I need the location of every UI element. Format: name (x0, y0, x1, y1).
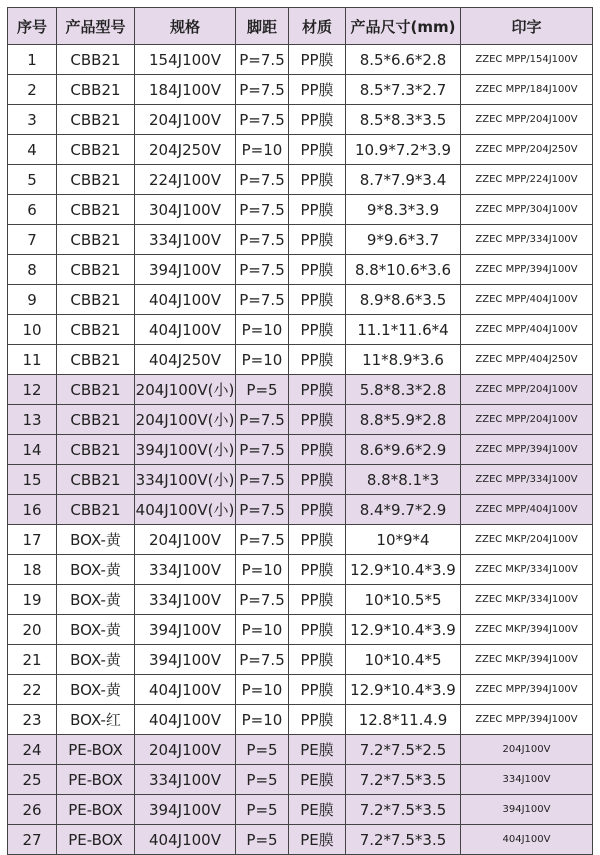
cell-size: 12.9*10.4*3.9 (346, 555, 461, 585)
cell-spec: 304J100V (135, 195, 236, 225)
table-row (8, 765, 593, 795)
cell-material: PP膜 (289, 465, 346, 495)
cell-pitch: P=10 (236, 705, 289, 735)
cell-no: 1 (8, 45, 57, 75)
cell-print: ZZEC MPP/334J100V (461, 465, 593, 495)
cell-spec: 204J100V (135, 735, 236, 765)
cell-spec: 404J100V (135, 285, 236, 315)
table-row (8, 735, 593, 765)
cell-pitch: P=7.5 (236, 285, 289, 315)
cell-model: CBB21 (57, 315, 135, 345)
cell-pitch: P=7.5 (236, 165, 289, 195)
cell-size: 8.6*9.6*2.9 (346, 435, 461, 465)
cell-print: ZZEC MKP/334J100V (461, 555, 593, 585)
cell-material: PP膜 (289, 405, 346, 435)
cell-pitch: P=10 (236, 345, 289, 375)
cell-spec: 334J100V (135, 225, 236, 255)
table-row (8, 375, 593, 405)
cell-no: 14 (8, 435, 57, 465)
cell-size: 10*9*4 (346, 525, 461, 555)
cell-model: PE-BOX (57, 735, 135, 765)
cell-material: PP膜 (289, 615, 346, 645)
cell-no: 23 (8, 705, 57, 735)
table-row (8, 825, 593, 855)
cell-spec: 404J100V (135, 705, 236, 735)
cell-spec: 394J100V (135, 615, 236, 645)
cell-pitch: P=7.5 (236, 525, 289, 555)
cell-size: 12.9*10.4*3.9 (346, 615, 461, 645)
cell-spec: 184J100V (135, 75, 236, 105)
cell-no: 20 (8, 615, 57, 645)
table-row (8, 45, 593, 75)
cell-material: PE膜 (289, 825, 346, 855)
cell-size: 8.8*5.9*2.8 (346, 405, 461, 435)
cell-model: BOX-黄 (57, 645, 135, 675)
cell-material: PE膜 (289, 735, 346, 765)
cell-material: PP膜 (289, 255, 346, 285)
cell-print: ZZEC MPP/394J100V (461, 705, 593, 735)
header-cell-model: 产品型号 (57, 8, 135, 45)
cell-pitch: P=7.5 (236, 225, 289, 255)
cell-size: 7.2*7.5*3.5 (346, 765, 461, 795)
cell-print: 204J100V (461, 735, 593, 765)
spec-table-wrapper (7, 7, 593, 855)
table-row (8, 705, 593, 735)
cell-size: 8.8*10.6*3.6 (346, 255, 461, 285)
cell-model: CBB21 (57, 435, 135, 465)
cell-print: ZZEC MPP/224J100V (461, 165, 593, 195)
cell-material: PP膜 (289, 555, 346, 585)
cell-pitch: P=7.5 (236, 465, 289, 495)
cell-pitch: P=7.5 (236, 585, 289, 615)
table-row (8, 315, 593, 345)
cell-material: PP膜 (289, 585, 346, 615)
cell-print: ZZEC MPP/204J100V (461, 375, 593, 405)
cell-model: BOX-黄 (57, 525, 135, 555)
cell-no: 8 (8, 255, 57, 285)
cell-model: BOX-红 (57, 705, 135, 735)
cell-material: PP膜 (289, 45, 346, 75)
cell-material: PP膜 (289, 105, 346, 135)
cell-print: ZZEC MPP/304J100V (461, 195, 593, 225)
table-row (8, 135, 593, 165)
cell-model: CBB21 (57, 195, 135, 225)
cell-size: 5.8*8.3*2.8 (346, 375, 461, 405)
header-cell-no: 序号 (8, 8, 57, 45)
cell-size: 11.1*11.6*4 (346, 315, 461, 345)
table-row (8, 435, 593, 465)
cell-no: 16 (8, 495, 57, 525)
table-row (8, 525, 593, 555)
cell-size: 8.5*7.3*2.7 (346, 75, 461, 105)
cell-material: PE膜 (289, 765, 346, 795)
header-cell-print: 印字 (461, 8, 593, 45)
capacitor-spec-table (7, 7, 593, 855)
cell-no: 25 (8, 765, 57, 795)
cell-spec: 204J250V (135, 135, 236, 165)
cell-spec: 394J100V (135, 255, 236, 285)
cell-print: ZZEC MPP/404J100V (461, 285, 593, 315)
cell-no: 9 (8, 285, 57, 315)
cell-no: 19 (8, 585, 57, 615)
header-row (8, 8, 593, 45)
cell-model: CBB21 (57, 105, 135, 135)
table-row (8, 495, 593, 525)
cell-size: 8.8*8.1*3 (346, 465, 461, 495)
cell-size: 10*10.4*5 (346, 645, 461, 675)
cell-spec: 404J100V (135, 315, 236, 345)
cell-pitch: P=7.5 (236, 195, 289, 225)
table-row (8, 465, 593, 495)
cell-spec: 404J100V(小) (135, 495, 236, 525)
table-row (8, 165, 593, 195)
cell-spec: 154J100V (135, 45, 236, 75)
cell-pitch: P=7.5 (236, 45, 289, 75)
cell-material: PP膜 (289, 495, 346, 525)
cell-size: 7.2*7.5*2.5 (346, 735, 461, 765)
cell-material: PP膜 (289, 315, 346, 345)
cell-material: PE膜 (289, 795, 346, 825)
cell-spec: 394J100V(小) (135, 435, 236, 465)
cell-material: PP膜 (289, 675, 346, 705)
cell-print: ZZEC MPP/404J250V (461, 345, 593, 375)
cell-no: 5 (8, 165, 57, 195)
cell-pitch: P=10 (236, 315, 289, 345)
cell-pitch: P=5 (236, 765, 289, 795)
cell-spec: 404J100V (135, 825, 236, 855)
cell-pitch: P=5 (236, 825, 289, 855)
header-cell-material: 材质 (289, 8, 346, 45)
cell-print: ZZEC MKP/204J100V (461, 525, 593, 555)
table-body (8, 45, 593, 855)
cell-pitch: P=7.5 (236, 405, 289, 435)
cell-material: PP膜 (289, 525, 346, 555)
table-row (8, 615, 593, 645)
cell-material: PP膜 (289, 375, 346, 405)
cell-no: 13 (8, 405, 57, 435)
cell-pitch: P=10 (236, 135, 289, 165)
cell-print: 334J100V (461, 765, 593, 795)
table-row (8, 105, 593, 135)
cell-no: 7 (8, 225, 57, 255)
cell-spec: 404J250V (135, 345, 236, 375)
cell-no: 15 (8, 465, 57, 495)
cell-print: ZZEC MKP/334J100V (461, 585, 593, 615)
cell-print: ZZEC MKP/394J100V (461, 645, 593, 675)
cell-pitch: P=7.5 (236, 105, 289, 135)
cell-size: 8.5*8.3*3.5 (346, 105, 461, 135)
cell-model: BOX-黄 (57, 675, 135, 705)
cell-model: BOX-黄 (57, 615, 135, 645)
cell-model: CBB21 (57, 345, 135, 375)
cell-size: 8.7*7.9*3.4 (346, 165, 461, 195)
cell-model: BOX-黄 (57, 555, 135, 585)
cell-no: 6 (8, 195, 57, 225)
cell-size: 11*8.9*3.6 (346, 345, 461, 375)
table-row (8, 195, 593, 225)
cell-material: PP膜 (289, 705, 346, 735)
cell-spec: 394J100V (135, 645, 236, 675)
cell-pitch: P=5 (236, 375, 289, 405)
cell-pitch: P=7.5 (236, 495, 289, 525)
cell-model: CBB21 (57, 495, 135, 525)
cell-no: 21 (8, 645, 57, 675)
cell-model: CBB21 (57, 405, 135, 435)
cell-spec: 204J100V(小) (135, 405, 236, 435)
cell-spec: 334J100V(小) (135, 465, 236, 495)
table-row (8, 795, 593, 825)
cell-print: ZZEC MPP/204J100V (461, 105, 593, 135)
cell-model: PE-BOX (57, 825, 135, 855)
cell-no: 2 (8, 75, 57, 105)
cell-print: ZZEC MKP/394J100V (461, 615, 593, 645)
cell-spec: 204J100V (135, 105, 236, 135)
cell-print: ZZEC MPP/404J100V (461, 495, 593, 525)
cell-pitch: P=7.5 (236, 435, 289, 465)
cell-model: CBB21 (57, 75, 135, 105)
cell-no: 4 (8, 135, 57, 165)
cell-no: 10 (8, 315, 57, 345)
cell-model: CBB21 (57, 465, 135, 495)
cell-model: PE-BOX (57, 795, 135, 825)
table-row (8, 645, 593, 675)
cell-material: PP膜 (289, 135, 346, 165)
cell-model: CBB21 (57, 45, 135, 75)
cell-material: PP膜 (289, 435, 346, 465)
cell-no: 18 (8, 555, 57, 585)
cell-spec: 334J100V (135, 555, 236, 585)
cell-material: PP膜 (289, 225, 346, 255)
cell-spec: 334J100V (135, 585, 236, 615)
table-row (8, 255, 593, 285)
cell-no: 12 (8, 375, 57, 405)
cell-model: CBB21 (57, 165, 135, 195)
table-row (8, 555, 593, 585)
cell-spec: 334J100V (135, 765, 236, 795)
cell-spec: 394J100V (135, 795, 236, 825)
cell-material: PP膜 (289, 645, 346, 675)
cell-pitch: P=7.5 (236, 255, 289, 285)
cell-material: PP膜 (289, 345, 346, 375)
cell-pitch: P=5 (236, 795, 289, 825)
cell-model: CBB21 (57, 255, 135, 285)
cell-size: 10.9*7.2*3.9 (346, 135, 461, 165)
cell-print: ZZEC MPP/404J100V (461, 315, 593, 345)
cell-print: ZZEC MPP/154J100V (461, 45, 593, 75)
cell-no: 26 (8, 795, 57, 825)
cell-print: ZZEC MPP/334J100V (461, 225, 593, 255)
cell-size: 8.5*6.6*2.8 (346, 45, 461, 75)
cell-no: 24 (8, 735, 57, 765)
cell-print: ZZEC MPP/394J100V (461, 255, 593, 285)
table-header (8, 8, 593, 45)
cell-material: PP膜 (289, 285, 346, 315)
cell-material: PP膜 (289, 195, 346, 225)
cell-material: PP膜 (289, 165, 346, 195)
table-row (8, 285, 593, 315)
cell-model: PE-BOX (57, 765, 135, 795)
table-row (8, 225, 593, 255)
cell-no: 27 (8, 825, 57, 855)
cell-size: 7.2*7.5*3.5 (346, 795, 461, 825)
table-row (8, 405, 593, 435)
cell-print: 404J100V (461, 825, 593, 855)
table-row (8, 345, 593, 375)
cell-size: 9*9.6*3.7 (346, 225, 461, 255)
table-row (8, 675, 593, 705)
cell-spec: 204J100V(小) (135, 375, 236, 405)
cell-spec: 224J100V (135, 165, 236, 195)
header-cell-pitch: 脚距 (236, 8, 289, 45)
cell-size: 9*8.3*3.9 (346, 195, 461, 225)
cell-material: PP膜 (289, 75, 346, 105)
cell-model: CBB21 (57, 225, 135, 255)
cell-no: 22 (8, 675, 57, 705)
cell-size: 8.4*9.7*2.9 (346, 495, 461, 525)
cell-pitch: P=7.5 (236, 75, 289, 105)
cell-print: ZZEC MPP/184J100V (461, 75, 593, 105)
cell-size: 7.2*7.5*3.5 (346, 825, 461, 855)
cell-pitch: P=7.5 (236, 645, 289, 675)
table-row (8, 75, 593, 105)
cell-no: 3 (8, 105, 57, 135)
cell-size: 12.8*11.4.9 (346, 705, 461, 735)
cell-size: 10*10.5*5 (346, 585, 461, 615)
cell-pitch: P=5 (236, 735, 289, 765)
header-cell-spec: 规格 (135, 8, 236, 45)
cell-print: 394J100V (461, 795, 593, 825)
cell-model: CBB21 (57, 135, 135, 165)
cell-pitch: P=10 (236, 615, 289, 645)
cell-print: ZZEC MPP/204J250V (461, 135, 593, 165)
cell-model: CBB21 (57, 375, 135, 405)
table-row (8, 585, 593, 615)
cell-size: 8.9*8.6*3.5 (346, 285, 461, 315)
cell-size: 12.9*10.4*3.9 (346, 675, 461, 705)
cell-no: 17 (8, 525, 57, 555)
cell-print: ZZEC MPP/204J100V (461, 405, 593, 435)
cell-pitch: P=10 (236, 675, 289, 705)
cell-spec: 404J100V (135, 675, 236, 705)
cell-no: 11 (8, 345, 57, 375)
header-cell-size: 产品尺寸(mm) (346, 8, 461, 45)
cell-model: BOX-黄 (57, 585, 135, 615)
cell-pitch: P=10 (236, 555, 289, 585)
cell-model: CBB21 (57, 285, 135, 315)
cell-print: ZZEC MPP/394J100V (461, 435, 593, 465)
cell-spec: 204J100V (135, 525, 236, 555)
cell-print: ZZEC MPP/394J100V (461, 675, 593, 705)
